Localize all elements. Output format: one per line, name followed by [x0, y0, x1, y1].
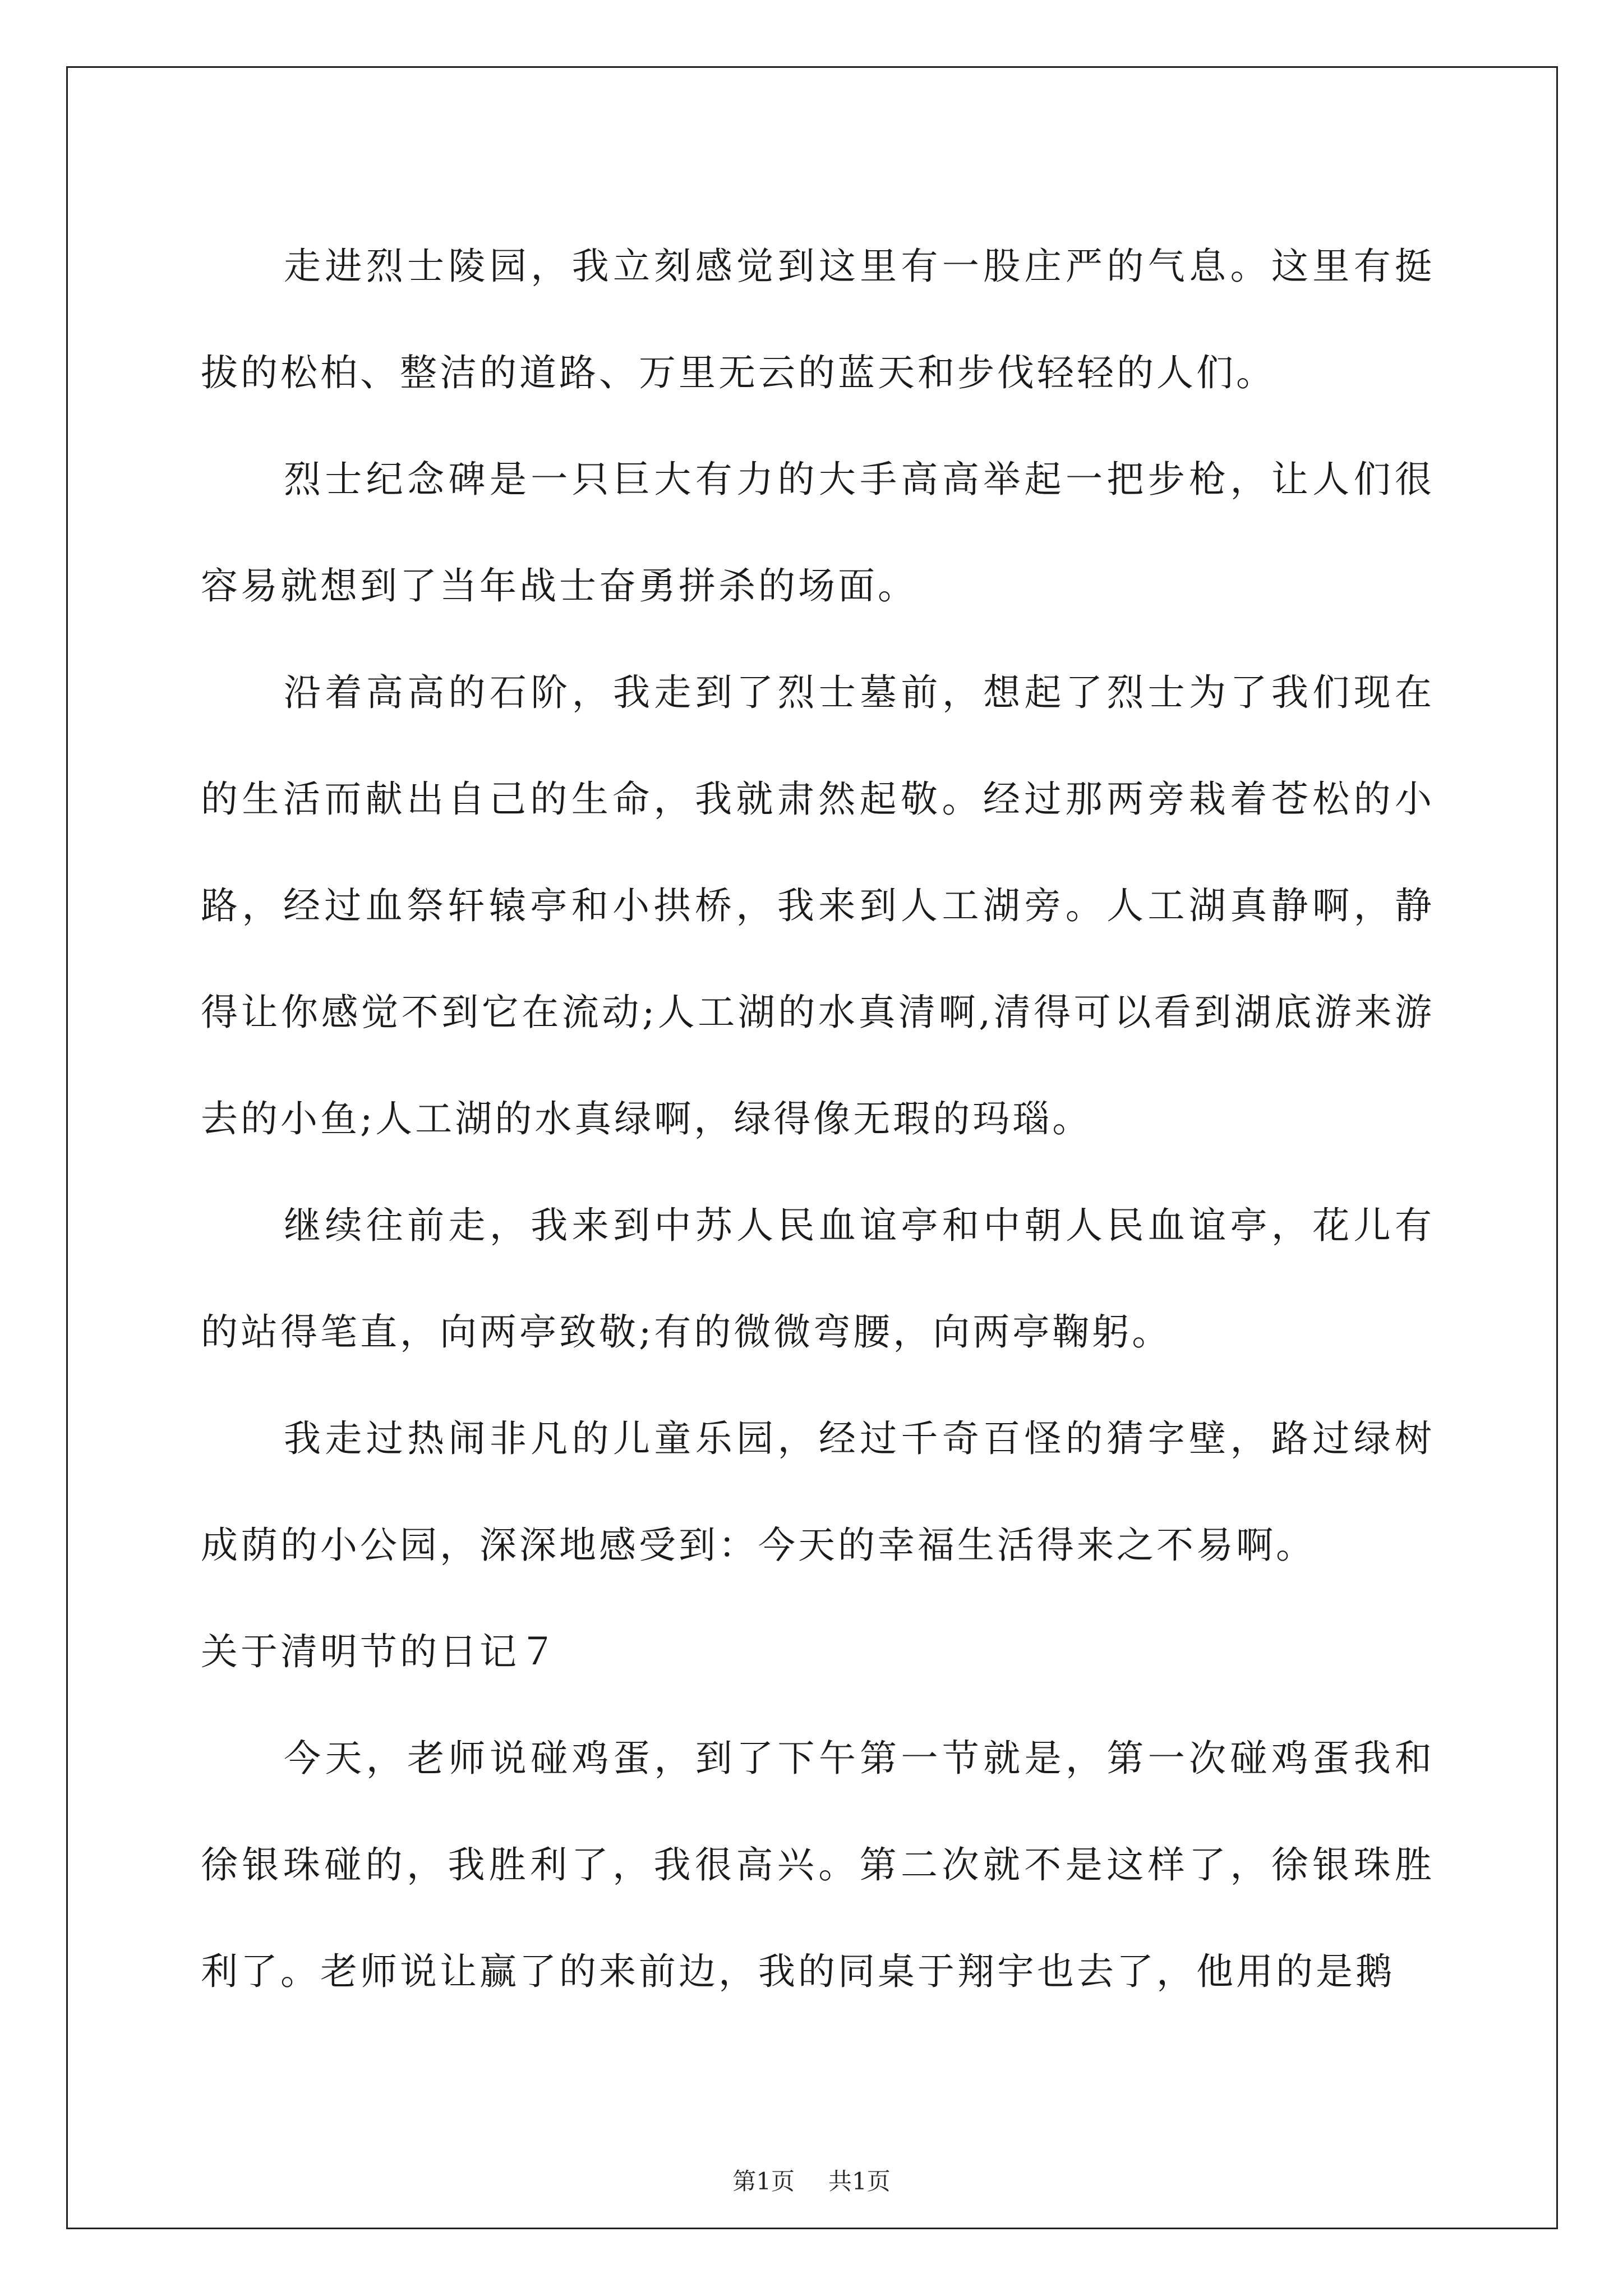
document-body: [201, 213, 1435, 2025]
paragraph: 走进烈士陵园，我立刻感觉到这里有一股庄严的气息。这里有挺拔的松柏、整洁的道路、万里无云的蓝天和步伐轻轻的人们。: [201, 245, 1435, 394]
section-heading: 关于清明节的日记７: [201, 1630, 559, 1673]
page-footer: [0, 2163, 1623, 2197]
paragraph: 继续往前走，我来到中苏人民血谊亭和中朝人民血谊亭，花儿有的站得笔直，向两亭致敬;有的微微弯腰，向两亭鞠躬。: [201, 1204, 1435, 1354]
paragraph: 我走过热闹非凡的儿童乐园，经过千奇百怪的猜字壁，路过绿树成荫的小公园，深深地感受到：今天的幸福生活得来之不易啊。: [201, 1417, 1435, 1567]
paragraph: 今天，老师说碰鸡蛋，到了下午第一节就是，第一次碰鸡蛋我和徐银珠碰的，我胜利了，我很高兴。第二次就不是这样了，徐银珠胜利了。老师说让赢了的来前边，我的同桌于翔宇也去了，他用的是鹅: [201, 1737, 1435, 1993]
paragraph: 烈士纪念碑是一只巨大有力的大手高高举起一把步枪，让人们很容易就想到了当年战士奋勇拼杀的场面。: [201, 458, 1435, 608]
page-total: 共1页: [828, 2168, 891, 2195]
page-number: 第1页: [732, 2168, 795, 2195]
paragraph: 沿着高高的石阶，我走到了烈士墓前，想起了烈士为了我们现在的生活而献出自己的生命，我就肃然起敬。经过那两旁栽着苍松的小路，经过血祭轩辕亭和小拱桥，我来到人工湖旁。人工湖真静啊，静得让你感觉不到它在流动;人工湖的水真清啊,清得可以看到湖底游来游去的小鱼;人工湖的水真绿啊，绿得像无瑕的玛瑙。: [201, 671, 1435, 1140]
